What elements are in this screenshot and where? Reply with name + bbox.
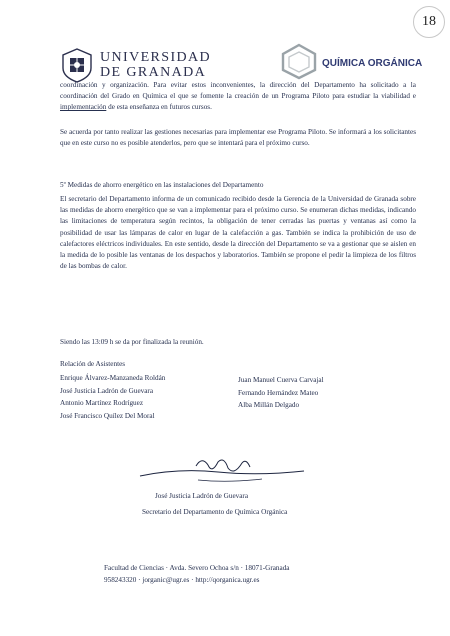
attendee: Antonio Martínez Rodríguez bbox=[60, 399, 144, 407]
attendee: José Francisco Quílez Del Moral bbox=[60, 411, 155, 420]
university-name-line2: DE GRANADA bbox=[100, 65, 207, 80]
signatory-role: Secretario del Departamento de Química Orgánica bbox=[142, 508, 288, 516]
footer-address: Facultad de Ciencias · Avda. Severo Ochoa s/n · 18071-Granada bbox=[104, 564, 290, 572]
signatory-name: José Justicia Ladrón de Guevara bbox=[155, 492, 249, 500]
attendee: Enrique Álvarez-Manzaneda Roldán bbox=[60, 374, 166, 382]
department-name: QUÍMICA ORGÁNICA bbox=[322, 58, 423, 69]
p1-text-before: coordinación y organización. Para evitar estos inconvenientes, la dirección del Departamento ha solicitado a la coordinación del Grado en Química el que se fomente la creación de un Programa Piloto para estudiar la viabilidad e bbox=[60, 81, 416, 101]
attendee: Juan Manuel Cuerva Carvajal bbox=[238, 376, 324, 384]
attendees-left-column bbox=[60, 372, 165, 422]
closing-line: Siendo las 13:09 h se da por finalizada la reunión. bbox=[60, 338, 204, 346]
attendees-right-column bbox=[238, 374, 324, 412]
paragraph-coordination bbox=[60, 80, 416, 114]
section-heading-energy-text: 5º Medidas de ahorro energético en las instalaciones del Departamento bbox=[60, 181, 264, 189]
university-name-line1: UNIVERSIDAD bbox=[100, 50, 212, 65]
footer-phone-email-web: 958243320 · jorganic@ugr.es · http://qorganica.ugr.es bbox=[104, 576, 260, 584]
p1-underlined-word: implementación bbox=[60, 103, 107, 112]
paragraph-energy-text: El secretario del Departamento informa de un comunicado recibido desde la Gerencia de la Universidad de Granada sobre las medidas de ahorro energético que se van a implementar para el próximo curso. Se enumeran dichas medidas, indicando las limitaciones de temperatura según recintos, la obligación de tener cerradas las puertas y ventanas así como la posibilidad de usar las lámparas de calor en lugar de la calefacción a gas. También se indica la prohibición de uso de calefactores eléctricos individuales. En este sentido, desde la dirección del Departamento se va a gestionar que se aislen en la medida de lo posible las ventanas de los despachos y laboratorios. También se propone el pedir la limpieza de los filtros de las bombas de calor. bbox=[60, 195, 416, 271]
page-number: 18 bbox=[422, 14, 436, 29]
attendee: José Justicia Ladrón de Guevara bbox=[60, 386, 154, 395]
paragraph-agreement bbox=[60, 127, 416, 149]
paragraph-agreement-text: Se acuerda por tanto realizar las gestiones necesarias para implementar ese Programa Piloto. Se informará a los solicitantes que en este curso no es posible atenderlos, pero que se intentará para el próximo curso. bbox=[60, 128, 416, 148]
university-crest-icon bbox=[58, 46, 96, 84]
attendee: Alba Millán Delgado bbox=[238, 401, 300, 409]
footer-contact bbox=[104, 562, 404, 586]
attendees-heading: Relación de Asistentes bbox=[60, 360, 126, 368]
attendee: Fernando Hernández Mateo bbox=[238, 388, 319, 397]
section-heading-energy bbox=[60, 180, 416, 191]
hexagon-molecule-icon bbox=[278, 42, 320, 80]
paragraph-energy bbox=[60, 194, 416, 272]
handwritten-signature bbox=[138, 452, 308, 486]
p1-text-after: de esta enseñanza en futuros cursos. bbox=[106, 103, 212, 112]
